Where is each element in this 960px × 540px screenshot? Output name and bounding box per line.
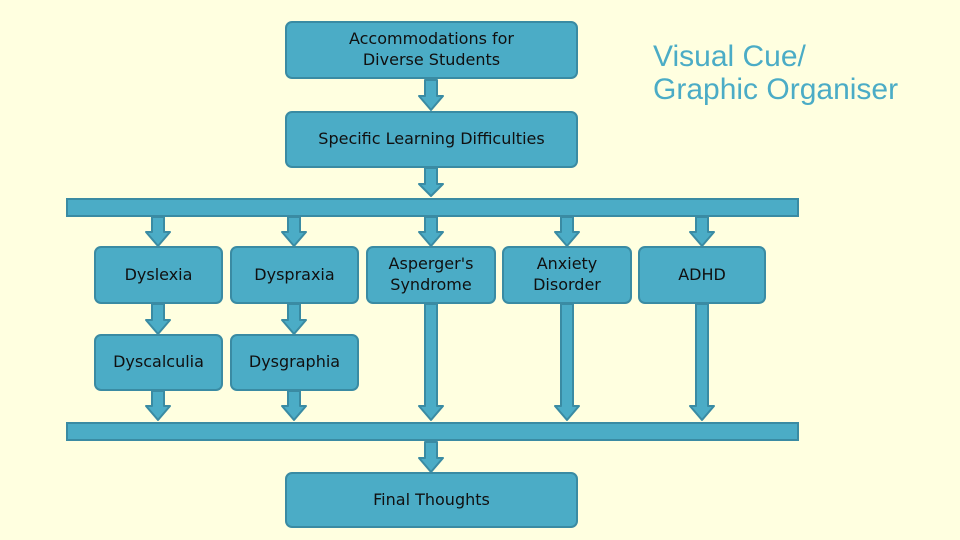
node-dysgraphia-label: Dysgraphia [248, 352, 341, 372]
node-aspergers[interactable] [366, 246, 496, 304]
arrow-bar-to-dyslexia [146, 217, 170, 246]
title-node-label: Accommodations for Diverse Students [348, 29, 515, 69]
final-thoughts-node[interactable] [285, 472, 578, 528]
node-adhd[interactable] [638, 246, 766, 304]
node-dyscalculia-label: Dyscalculia [113, 352, 204, 372]
arrow-bar-to-aspergers [419, 217, 443, 246]
merge-bar-bottom [66, 422, 799, 441]
node-dyspraxia[interactable] [230, 246, 359, 304]
arrow-dyspraxia-to-dysgraphia [282, 304, 306, 334]
arrow-bar-to-anxiety [555, 217, 579, 246]
node-anxiety[interactable] [502, 246, 632, 304]
node-dyslexia[interactable] [94, 246, 223, 304]
arrow-bar-to-dyspraxia [282, 217, 306, 246]
node-adhd-label: ADHD [678, 264, 726, 284]
title-node[interactable] [285, 21, 578, 79]
node-dyspraxia-label: Dyspraxia [254, 264, 335, 284]
arrow-anxiety-to-bar [555, 304, 579, 420]
arrow-dysgraphia-to-bar [282, 391, 306, 420]
node-aspergers-label: Asperger's Syndrome [388, 254, 474, 294]
arrow-category-to-bar [419, 168, 443, 196]
node-anxiety-label: Anxiety Disorder [533, 254, 601, 294]
node-dysgraphia[interactable] [230, 334, 359, 391]
category-node[interactable] [285, 111, 578, 168]
arrow-aspergers-to-bar [419, 304, 443, 420]
arrow-dyslexia-to-dyscalculia [146, 304, 170, 334]
arrow-bar-to-final [419, 442, 443, 472]
side-caption: Visual Cue/ Graphic Organiser [653, 40, 899, 106]
node-dyslexia-label: Dyslexia [124, 264, 193, 284]
arrow-title-to-category [419, 80, 443, 110]
arrow-dyscalculia-to-bar [146, 391, 170, 420]
arrow-adhd-to-bar [690, 304, 714, 420]
category-node-label: Specific Learning Difficulties [318, 129, 545, 149]
node-dyscalculia[interactable] [94, 334, 223, 391]
branch-bar-top [66, 198, 799, 217]
arrow-bar-to-adhd [690, 217, 714, 246]
final-thoughts-label: Final Thoughts [373, 489, 490, 509]
